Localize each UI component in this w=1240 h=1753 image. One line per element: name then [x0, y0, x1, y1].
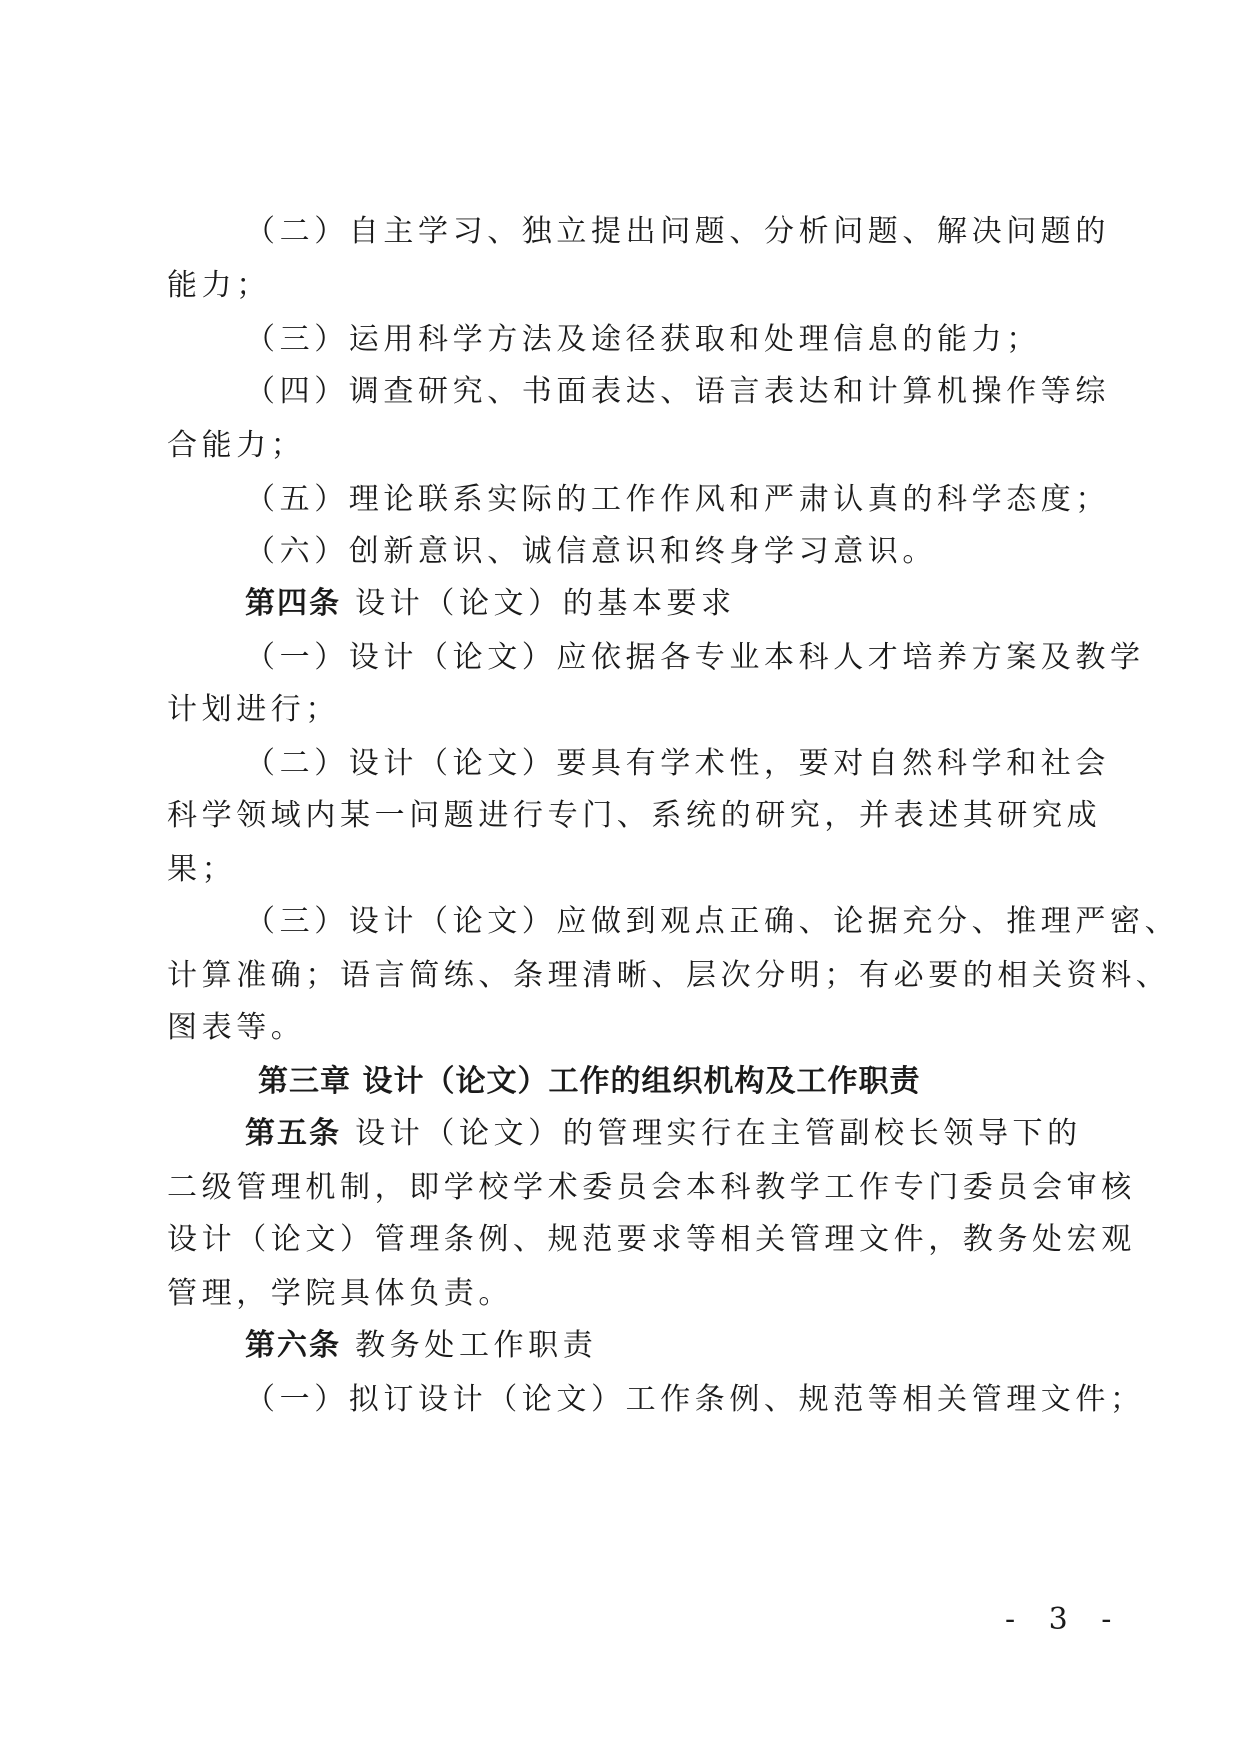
article-line — [245, 1326, 597, 1366]
article-title: 教务处工作职责 — [355, 1328, 598, 1363]
paragraph-line: （三）设计（论文）应做到观点正确、论据充分、推理严密、 — [245, 904, 1180, 939]
paragraph-line: 果； — [167, 852, 237, 887]
article-line — [245, 1114, 1082, 1154]
paragraph-line: （四）调查研究、书面表达、语言表达和计算机操作等综 — [245, 374, 1110, 409]
paragraph-line: （六）创新意识、诚信意识和终身学习意识。 — [245, 534, 937, 569]
article-title: 设计（论文）的基本要求 — [355, 586, 736, 621]
paragraph-line: 管理，学院具体负责。 — [167, 1276, 513, 1311]
article-number: 第五条 — [245, 1116, 341, 1151]
paragraph-line: （一）拟订设计（论文）工作条例、规范等相关管理文件； — [245, 1382, 1145, 1417]
article-number: 第六条 — [245, 1328, 341, 1363]
paragraph-line: 设计（论文）管理条例、规范要求等相关管理文件，教务处宏观 — [167, 1222, 1136, 1257]
paragraph-line: 计划进行； — [167, 692, 340, 727]
paragraph-line: 科学领域内某一问题进行专门、系统的研究，并表述其研究成 — [167, 798, 1102, 833]
paragraph-line: （三）运用科学方法及途径获取和处理信息的能力； — [245, 322, 1041, 357]
paragraph-line: （二）设计（论文）要具有学术性，要对自然科学和社会 — [245, 746, 1110, 781]
paragraph-line: （五）理论联系实际的工作作风和严肃认真的科学态度； — [245, 482, 1110, 517]
article-number: 第四条 — [245, 586, 341, 621]
chapter-heading: 第三章 设计（论文）工作的组织机构及工作职责 — [258, 1064, 921, 1099]
paragraph-line: （二）自主学习、独立提出问题、分析问题、解决问题的 — [245, 214, 1110, 249]
paragraph-line: 合能力； — [167, 428, 306, 463]
paragraph-line: （一）设计（论文）应依据各专业本科人才培养方案及教学 — [245, 640, 1145, 675]
paragraph-line: 图表等。 — [167, 1010, 306, 1045]
paragraph-line: 能力； — [167, 268, 271, 303]
article-text: 设计（论文）的管理实行在主管副校长领导下的 — [355, 1116, 1082, 1151]
paragraph-line: 计算准确；语言简练、条理清晰、层次分明；有必要的相关资料、 — [167, 958, 1171, 993]
paragraph-line: 二级管理机制，即学校学术委员会本科教学工作专门委员会审核 — [167, 1170, 1136, 1205]
page-number: - 3 - — [1005, 1602, 1124, 1637]
article-line — [245, 584, 736, 624]
